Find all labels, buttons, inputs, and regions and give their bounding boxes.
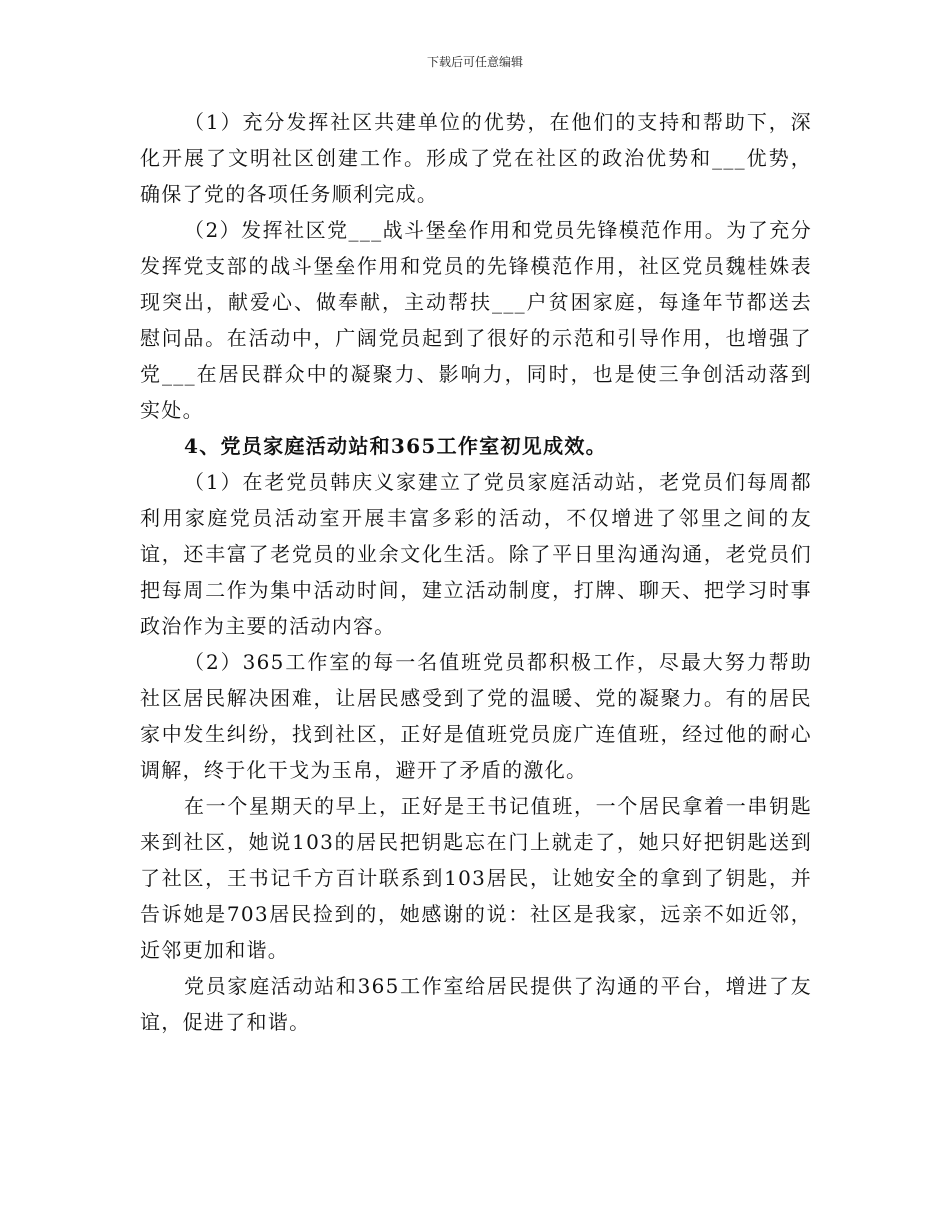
paragraph-3: （1）在老党员韩庆义家建立了党员家庭活动站，老党员们每周都利用家庭党员活动室开展丰富多彩的活动，不仅增进了邻里之间的友谊，还丰富了老党员的业余文化生活。除了平日里沟通沟通，老党员们把每周二作为集中活动时间，建立活动制度，打牌、聊天、把学习时事政治作为主要的活动内容。 bbox=[140, 470, 812, 638]
section-heading: 4、党员家庭活动站和365工作室初见成效。 bbox=[184, 434, 607, 458]
paragraph-4: （2）365工作室的每一名值班党员都积极工作，尽最大努力帮助社区居民解决困难，让居民感受到了党的温暖、党的凝聚力。有的居民家中发生纠纷，找到社区，正好是值班党员庞广连值班，经过他的耐心调解，终于化干戈为玉帛，避开了矛盾的激化。 bbox=[140, 650, 812, 782]
paragraph-5: 在一个星期天的早上，正好是王书记值班，一个居民拿着一串钥匙来到社区，她说103的居民把钥匙忘在门上就走了，她只好把钥匙送到了社区，王书记千方百计联系到103居民，让她安全的拿到了钥匙，并告诉她是703居民捡到的，她感谢的说：社区是我家，远亲不如近邻，近邻更加和谐。 bbox=[140, 794, 812, 962]
paragraph-2: （2）发挥社区党___战斗堡垒作用和党员先锋模范作用。为了充分发挥党支部的战斗堡垒作用和党员的先锋模范作用，社区党员魏桂姝表现突出，献爱心、做奉献，主动帮扶___户贫困家庭，每逢年节都送去慰问品。在活动中，广阔党员起到了很好的示范和引导作用，也增强了党___在居民群众中的凝聚力、影响力，同时，也是使三争创活动落到实处。 bbox=[140, 218, 812, 422]
paragraph-6: 党员家庭活动站和365工作室给居民提供了沟通的平台，增进了友谊，促进了和谐。 bbox=[140, 974, 812, 1034]
paragraph-1: （1）充分发挥社区共建单位的优势，在他们的支持和帮助下，深化开展了文明社区创建工作。形成了党在社区的政治优势和___优势，确保了党的各项任务顺利完成。 bbox=[140, 110, 812, 206]
page-header: 下载后可任意编辑 bbox=[426, 55, 523, 69]
document-body bbox=[140, 104, 812, 1040]
